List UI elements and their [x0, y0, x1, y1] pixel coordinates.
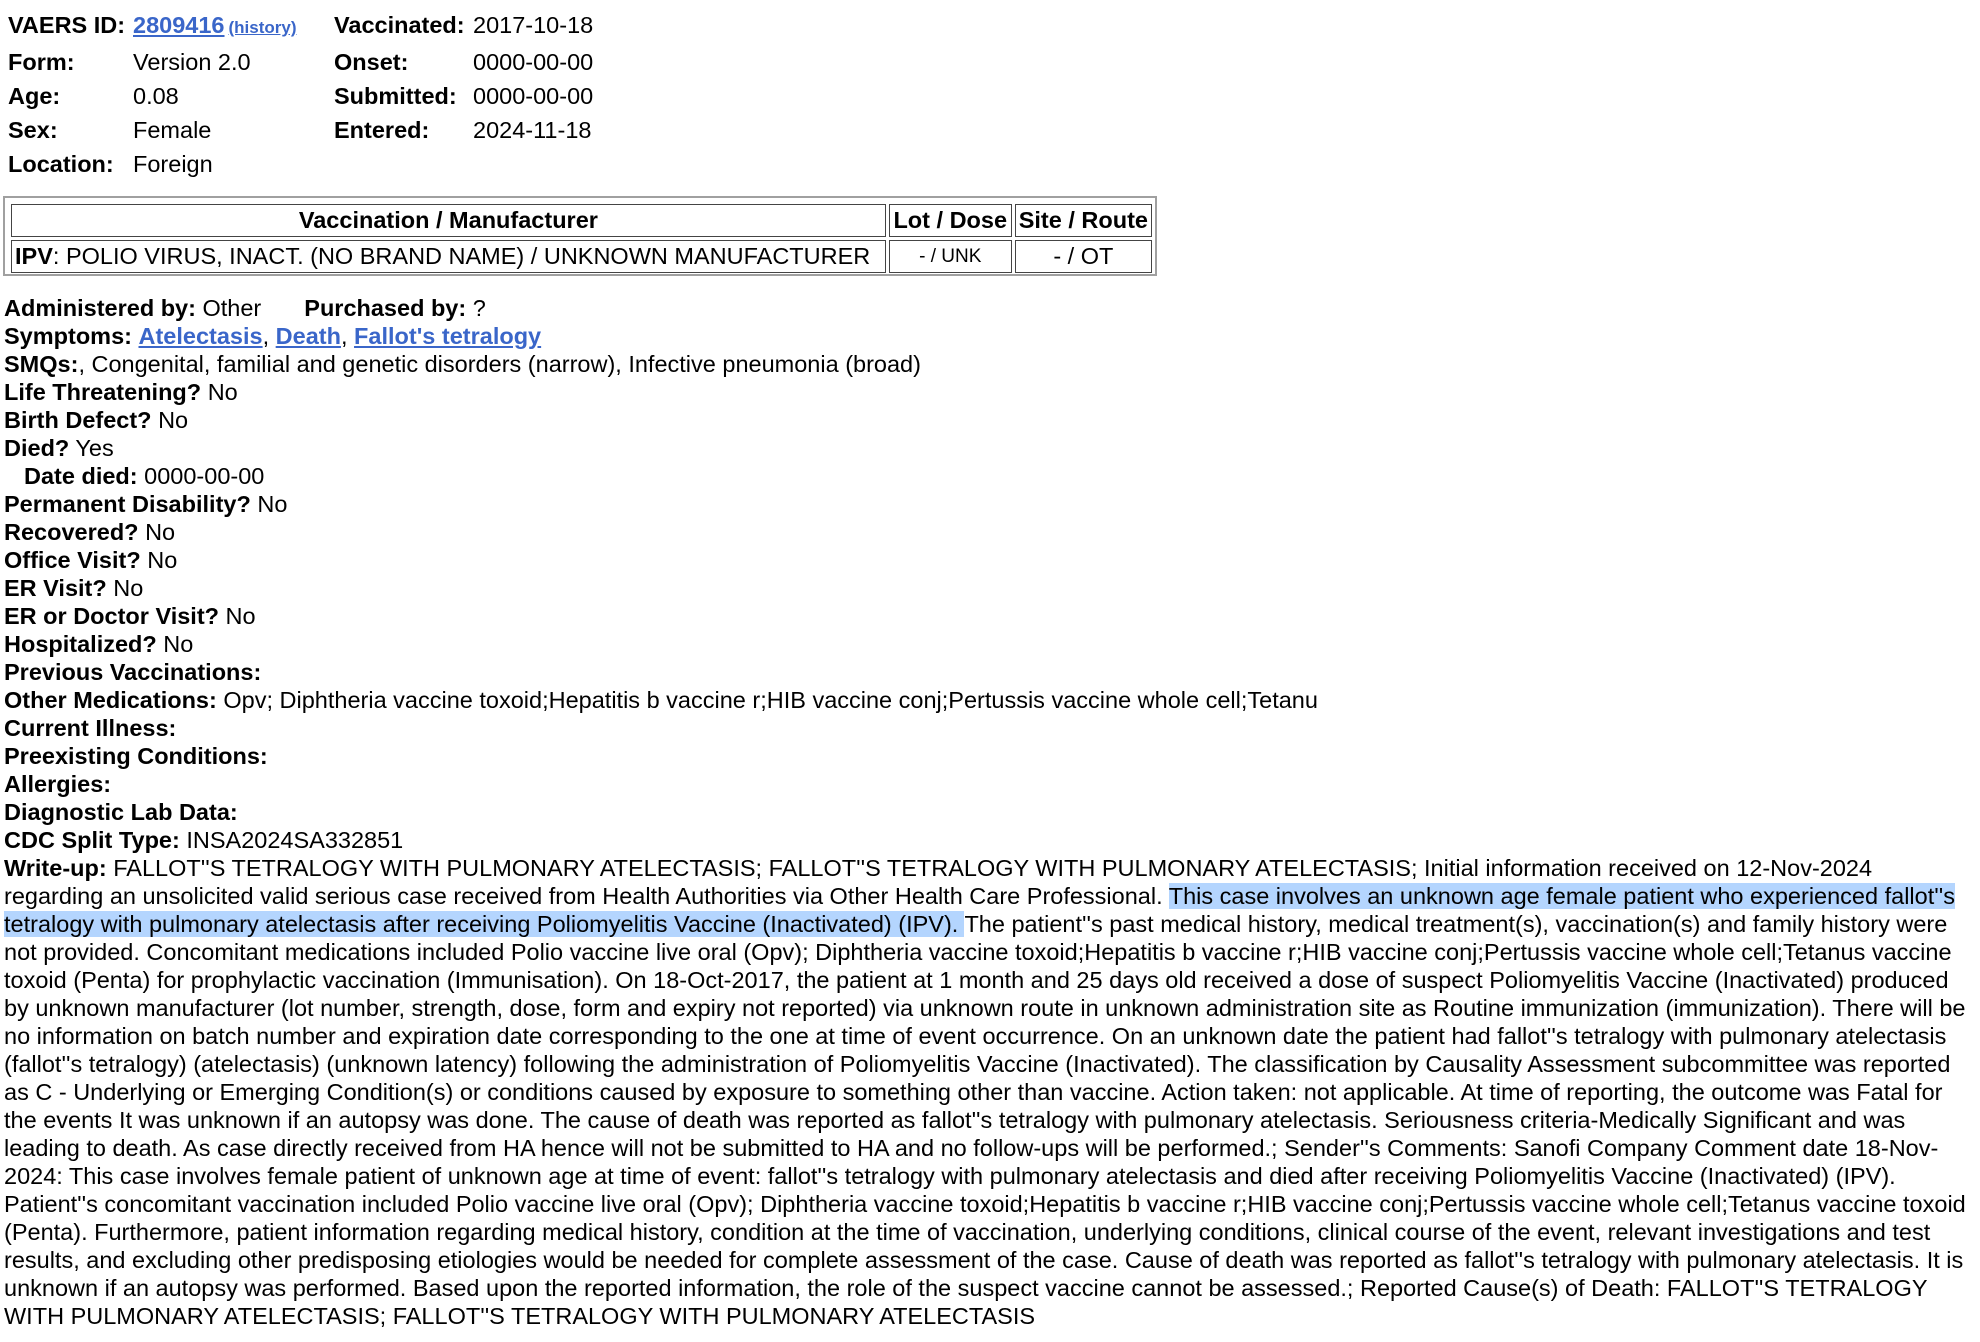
birth-defect-value: No [158, 407, 189, 433]
form-value: Version 2.0 [133, 49, 251, 75]
date-died-value: 0000-00-00 [144, 463, 265, 489]
vaccination-cell [11, 240, 886, 273]
col-header-lot-dose: Lot / Dose [889, 204, 1012, 237]
smqs-row [4, 350, 1976, 378]
symptom-link-atelectasis[interactable]: Atelectasis [138, 323, 263, 349]
purchased-by-label: Purchased by: [304, 295, 467, 321]
recovered-value: No [145, 519, 176, 545]
writeup-row [4, 854, 1976, 1330]
cdc-split-label: CDC Split Type: [4, 827, 180, 853]
permanent-disability-value: No [257, 491, 288, 517]
vaccination-table [8, 201, 1155, 276]
er-or-doctor-label: ER or Doctor Visit? [4, 603, 220, 629]
report-details [4, 294, 1976, 1330]
lot-dose-cell: - / UNK [889, 240, 1012, 273]
er-visit-label: ER Visit? [4, 575, 107, 601]
location-value: Foreign [133, 151, 213, 177]
site-route-cell: - / OT [1015, 240, 1152, 273]
symptoms-label: Symptoms: [4, 323, 132, 349]
vaers-id-cell [133, 8, 334, 45]
died-label: Died? [4, 435, 70, 461]
permanent-disability-row [4, 490, 1976, 518]
died-value: Yes [75, 435, 114, 461]
vaccinated-value: 2017-10-18 [473, 12, 594, 38]
entered-label: Entered: [334, 117, 430, 143]
other-medications-label: Other Medications: [4, 687, 217, 713]
office-visit-row [4, 546, 1976, 574]
sex-label: Sex: [8, 117, 58, 143]
birth-defect-label: Birth Defect? [4, 407, 152, 433]
allergies-row [4, 770, 1976, 798]
onset-label: Onset: [334, 49, 409, 75]
preexisting-row [4, 742, 1976, 770]
life-threatening-label: Life Threatening? [4, 379, 202, 405]
date-died-label: Date died: [24, 463, 138, 489]
report-header [8, 8, 593, 181]
birth-defect-row [4, 406, 1976, 434]
allergies-label: Allergies: [4, 771, 112, 797]
table-row [11, 240, 1152, 273]
writeup-label: Write-up: [4, 855, 107, 881]
diagnostic-row [4, 798, 1976, 826]
onset-value: 0000-00-00 [473, 49, 594, 75]
writeup-text-selected: This case involves an unknown age female patient who experienced fallot''s tetralogy with pulmonary atelectasis after receiving Poliomyelitis Vaccine (Inactivated) (IPV). [4, 883, 1955, 937]
permanent-disability-label: Permanent Disability? [4, 491, 251, 517]
current-illness-row [4, 714, 1976, 742]
administered-purchased-row [4, 294, 1976, 322]
hospitalized-value: No [163, 631, 194, 657]
hospitalized-label: Hospitalized? [4, 631, 157, 657]
history-link[interactable]: (history) [228, 18, 297, 37]
cdc-split-value: INSA2024SA332851 [186, 827, 404, 853]
previous-vaccinations-row [4, 658, 1976, 686]
smqs-value: , Congenital, familial and genetic disorders (narrow), Infective pneumonia (broad) [78, 351, 921, 377]
cdc-split-row [4, 826, 1976, 854]
writeup-text-after: The patient''s past medical history, medical treatment(s), vaccination(s) and family history were not provided. Concomitant medications included Polio vaccine live oral (Opv); Diphtheria vaccine toxoid;Hepatitis b vaccine r;HIB vaccine conj;Pertussis vaccine whole cell;Tetanus vaccine toxoid (Penta) for prophylactic vaccination (Immunisation). On 18-Oct-2017, the patient at 1 month and 25 days old received a dose of suspect Poliomyelitis Vaccine (Inactivated) produced by unknown manufacturer (lot number, strength, dose, form and expiry not reported) via unknown route in unknown administration site as Routine immunization (immunization). There will be no information on batch number and expiration date corresponding to the one at time of event occurrence. On an unknown date the patient had fallot''s tetralogy with pulmonary atelectasis (fallot''s tetralogy) (atelectasis) (unknown latency) following the administration of Poliomyelitis Vaccine (Inactivated). The classification by Causality Assessment subcommittee was reported as C - Underlying or Emerging Condition(s) or conditions caused by exposure to something other than vaccine. Action taken: not applicable. At time of reporting, the outcome was Fatal for the events It was unknown if an autopsy was done. The cause of death was reported as fallot''s tetralogy with pulmonary atelectasis. Seriousness criteria-Medically Significant and was leading to death. As case directly received from HA hence will not be submitted to HA and no follow-ups will be performed.; Sender''s Comments: Sanofi Company Comment date 18-Nov-2024: This case involves female patient of unknown age at time of event: fallot''s tetralogy with pulmonary atelectasis and died after receiving Poliomyelitis Vaccine (Inactivated) (IPV). Patient''s concomitant vaccination included Polio vaccine live oral (Opv); Diphtheria vaccine toxoid;Hepatitis b vaccine r;HIB vaccine conj;Pertussis vaccine whole cell;Tetanus vaccine toxoid (Penta). Furthermore, patient information regarding medical history, condition at the time of vaccination, underlying conditions, clinical course of the event, relevant investigations and test results, and excluding other predisposing etiologies would be needed for complete assessment of the case. Cause of death was reported as fallot''s tetralogy with pulmonary atelectasis. It is unknown if an autopsy was performed. Based upon the reported information, the role of the suspect vaccine cannot be assessed.; Reported Cause(s) of Death: FALLOT''S TETRALOGY WITH PULMONARY ATELECTASIS; FALLOT''S TETRALOGY WITH PULMONARY ATELECTASIS [4, 911, 1966, 1329]
purchased-by-value: ? [472, 295, 486, 321]
date-died-row [4, 462, 1976, 490]
er-or-doctor-row [4, 602, 1976, 630]
symptom-link-fallots-tetralogy[interactable]: Fallot's tetralogy [354, 323, 542, 349]
vaccine-code: IPV [15, 243, 53, 269]
administered-by-value: Other [202, 295, 262, 321]
age-label: Age: [8, 83, 61, 109]
col-header-site-route: Site / Route [1015, 204, 1152, 237]
current-illness-label: Current Illness: [4, 715, 177, 741]
col-header-vaccination: Vaccination / Manufacturer [11, 204, 886, 237]
smqs-label: SMQs: [4, 351, 79, 377]
er-visit-row [4, 574, 1976, 602]
vaccination-table-header-row [11, 204, 1152, 237]
symptoms-row: Symptoms: Atelectasis, Death, Fallot's tetralogy [4, 323, 542, 349]
recovered-row [4, 518, 1976, 546]
previous-vaccinations-label: Previous Vaccinations: [4, 659, 262, 685]
sex-value: Female [133, 117, 212, 143]
preexisting-label: Preexisting Conditions: [4, 743, 268, 769]
life-threatening-row [4, 378, 1976, 406]
died-row [4, 434, 1976, 462]
office-visit-label: Office Visit? [4, 547, 141, 573]
writeup-text-before: FALLOT''S TETRALOGY WITH PULMONARY ATELECTASIS; FALLOT''S TETRALOGY WITH PULMONARY ATELECTASIS; Initial information received on 12-Nov-2024 regarding an unsolicited valid serious case received from Health Authorities via Other Health Care Professional. [4, 855, 1873, 909]
er-or-doctor-value: No [225, 603, 256, 629]
age-value: 0.08 [133, 83, 179, 109]
vaccinated-label: Vaccinated: [334, 12, 465, 38]
symptom-link-death[interactable]: Death [275, 323, 341, 349]
vaers-id-label: VAERS ID: [8, 12, 126, 38]
vaccination-table-frame [3, 196, 1157, 276]
vaers-id-link[interactable]: 2809416 [133, 12, 225, 38]
entered-value: 2024-11-18 [473, 117, 592, 143]
office-visit-value: No [147, 547, 178, 573]
recovered-label: Recovered? [4, 519, 139, 545]
diagnostic-label: Diagnostic Lab Data: [4, 799, 238, 825]
er-visit-value: No [113, 575, 144, 601]
submitted-label: Submitted: [334, 83, 457, 109]
other-medications-row [4, 686, 1976, 714]
submitted-value: 0000-00-00 [473, 83, 594, 109]
hospitalized-row [4, 630, 1976, 658]
vaccine-description: : POLIO VIRUS, INACT. (NO BRAND NAME) / UNKNOWN MANUFACTURER [52, 243, 871, 269]
administered-by-label: Administered by: [4, 295, 196, 321]
location-label: Location: [8, 151, 114, 177]
other-medications-value: Opv; Diphtheria vaccine toxoid;Hepatitis b vaccine r;HIB vaccine conj;Pertussis vaccine whole cell;Tetanu [223, 687, 1318, 713]
form-label: Form: [8, 49, 75, 75]
life-threatening-value: No [207, 379, 238, 405]
